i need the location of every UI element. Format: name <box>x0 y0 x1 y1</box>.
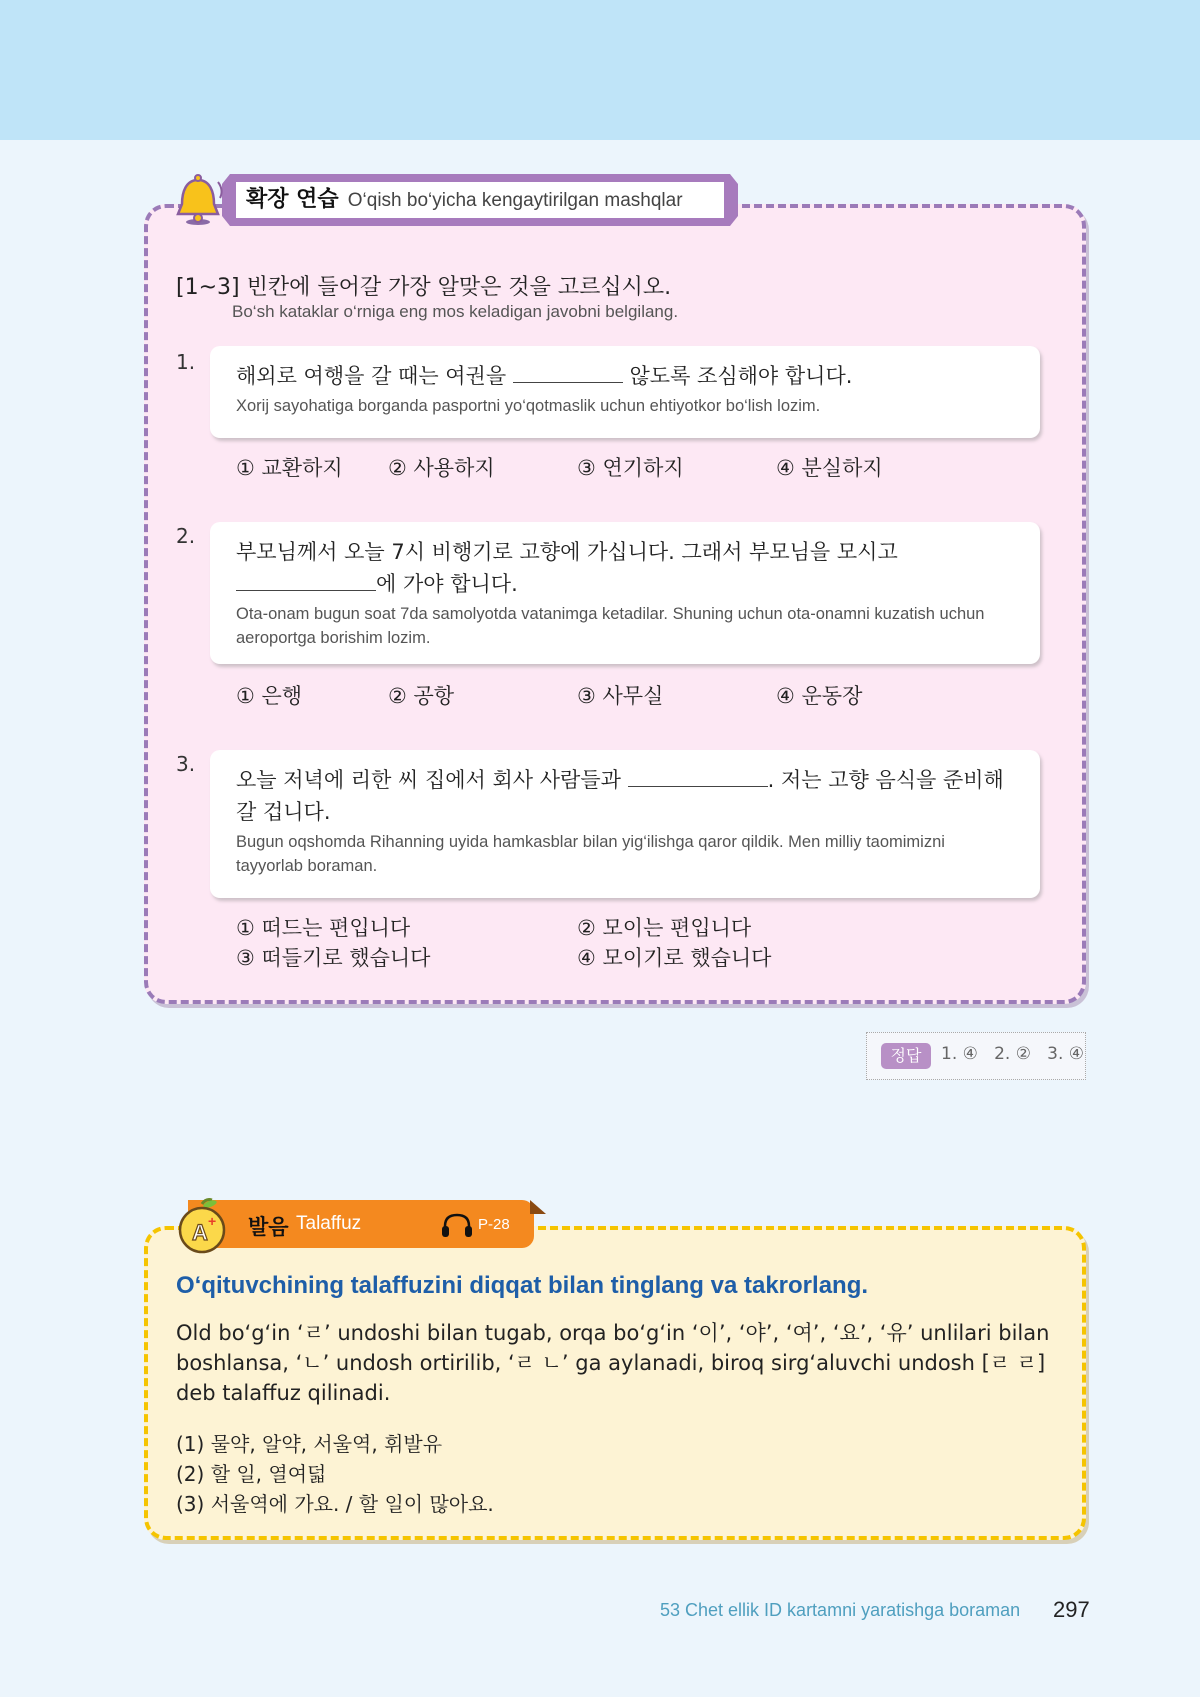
headphone-icon[interactable] <box>440 1212 474 1238</box>
tab-fold <box>530 1200 546 1214</box>
question-translation: Ota-onam bugun soat 7da samolyotda vatanimga ketadilar. Shuning uchun ota-onamni kuzatish uchun aeroportga borishim lozim. <box>236 605 985 647</box>
pronunciation-title-uz: Talaffuz <box>296 1213 362 1234</box>
question-text: 오늘 저녁에 리한 씨 집에서 회사 사람들과 <box>236 768 621 792</box>
question-number: 1. <box>176 350 196 374</box>
question-text: 에 가야 합니다. <box>376 572 518 596</box>
answer-blank <box>236 569 376 591</box>
answer-key <box>866 1032 1086 1080</box>
option[interactable]: ① 교환하지 <box>236 456 343 480</box>
question-text: 해외로 여행을 갈 때는 여권을 <box>236 364 507 388</box>
top-band <box>0 0 1200 140</box>
page-number: 297 <box>1053 1597 1090 1622</box>
apple-icon <box>172 1196 232 1256</box>
pronunciation-title-ko: 발음 <box>248 1215 289 1239</box>
bell-icon <box>174 172 226 228</box>
question-translation: Bugun oqshomda Rihanning uyida hamkasblar bilan yig‘ilishga qaror qildik. Men milliy taomimizni tayyorlab boraman. <box>236 833 945 875</box>
svg-text:+: + <box>208 1213 217 1229</box>
instruction-uz: Bo‘sh kataklar o‘rniga eng mos keladigan javobni belgilang. <box>232 302 679 321</box>
practice-tab <box>222 172 738 228</box>
option[interactable]: ① 떠드는 편입니다 <box>236 916 411 940</box>
question-text: 않도록 조심해야 합니다. <box>629 364 853 388</box>
pronunciation-heading: O‘qituvchining talaffuzini diqqat bilan tinglang va takrorlang. <box>176 1272 869 1299</box>
question-card <box>210 346 1040 438</box>
question-text: . 저는 고향 음식을 준비해 갈 겁니다. <box>236 768 1004 824</box>
question-number: 2. <box>176 524 196 548</box>
option[interactable]: ④ 모이기로 했습니다 <box>577 946 772 970</box>
lesson-title: 53 Chet ellik ID kartamni yaratishga boraman <box>660 1600 1021 1620</box>
question-text: 부모님께서 오늘 7시 비행기로 고향에 가십니다. 그래서 부모님을 모시고 <box>236 540 898 564</box>
practice-title-uz: O‘qish bo‘yicha kengaytirilgan mashqlar <box>347 190 683 211</box>
question-card <box>210 750 1040 898</box>
pronunciation-example: (1) 물약, 알약, 서울역, 휘발유 <box>176 1432 443 1456</box>
option[interactable]: ④ 분실하지 <box>776 456 883 480</box>
pronunciation-description: Old bo‘g‘in ‘ㄹ’ undoshi bilan tugab, orqa bo‘g‘in ‘이’, ‘야’, ‘여’, ‘요’, ‘유’ unlilari bilan boshlansa, ‘ㄴ’ undosh ortirilib, ‘ㄹ ㄴ’ ga aylanadi, biroq sirg‘aluvchi undosh [ㄹ ㄹ] deb talaffuz qilinadi. <box>176 1321 1050 1405</box>
option[interactable]: ② 사용하지 <box>388 456 495 480</box>
svg-text:A: A <box>192 1220 208 1245</box>
answer-blank <box>628 765 768 787</box>
answer-blank <box>513 361 623 383</box>
pronunciation-example: (3) 서울역에 가요. / 할 일이 많아요. <box>176 1492 494 1516</box>
option[interactable]: ④ 운동장 <box>776 684 863 708</box>
option[interactable]: ③ 연기하지 <box>577 456 684 480</box>
option[interactable]: ③ 떠들기로 했습니다 <box>236 946 431 970</box>
option[interactable]: ③ 사무실 <box>577 684 664 708</box>
answer-values: 1. ④ 2. ② 3. ④ <box>941 1044 1085 1064</box>
instruction-ko: [1~3] 빈칸에 들어갈 가장 알맞은 것을 고르십시오. <box>176 275 672 300</box>
pronunciation-example: (2) 할 일, 열여덟 <box>176 1462 327 1486</box>
question-card <box>210 522 1040 664</box>
option[interactable]: ② 모이는 편입니다 <box>577 916 752 940</box>
question-translation: Xorij sayohatiga borganda pasportni yo‘qotmaslik uchun ehtiyotkor bo‘lish lozim. <box>236 397 821 415</box>
question-number: 3. <box>176 752 196 776</box>
option[interactable]: ② 공항 <box>388 684 455 708</box>
answer-badge: 정답 <box>881 1043 931 1069</box>
audio-track-ref[interactable]: P-28 <box>478 1216 510 1233</box>
option[interactable]: ① 은행 <box>236 684 303 708</box>
practice-title-ko: 확장 연습 <box>246 187 339 212</box>
